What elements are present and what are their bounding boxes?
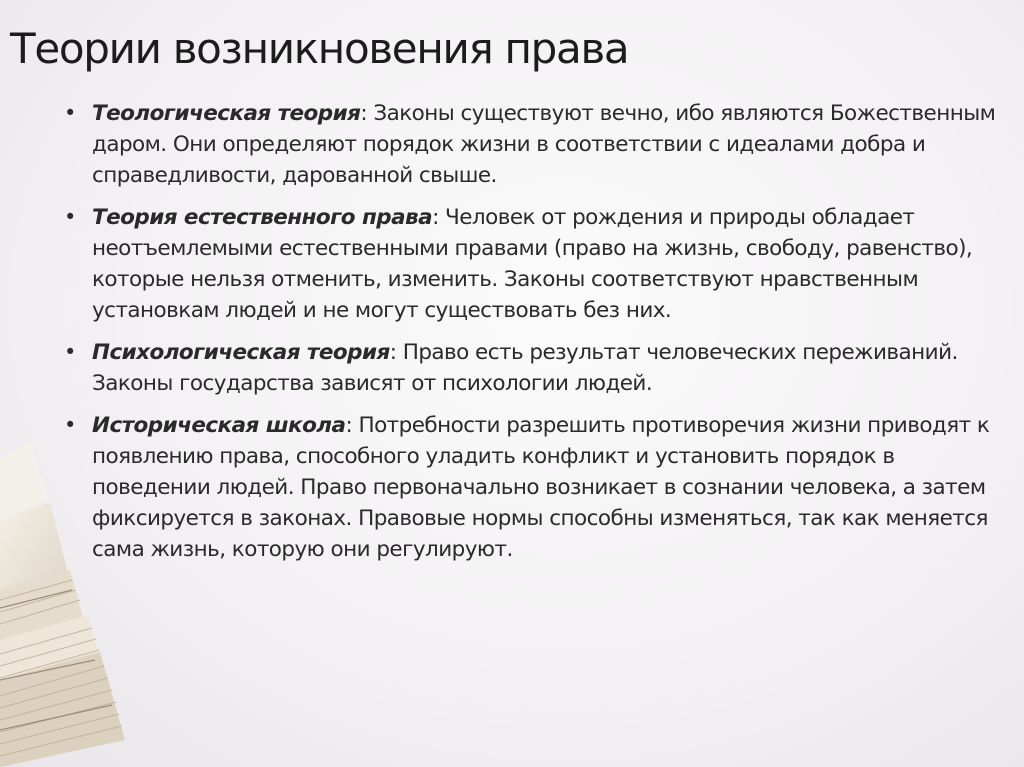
bullet: • [64,413,76,437]
list-item-theological [64,98,1014,191]
bullet: • [64,101,76,125]
theory-description: : Потребности разрешить противоречия жизни приводят к появлению права, способного уладить конфликт и установить порядок в поведении людей. Право первоначально возникает в сознании человека, а затем фиксируется в законах. Правовые нормы способны изменяться, так как меняется сама жизнь, которую они регулируют. [92,413,990,562]
theory-term: Теория естественного права [92,205,433,230]
list-item-historical [64,410,1014,565]
list-item-psychological [64,337,1014,399]
theory-term: Психологическая теория [92,340,390,365]
theory-term: Теологическая теория [92,101,361,126]
slide-title: Теории возникновения права [10,24,629,73]
theory-description: : Человек от рождения и природы обладает неотъемлемыми естественными правами (право на жизнь, свободу, равенство), которые нельзя отменить, изменить. Законы соответствуют нравственным установкам людей и не могут существовать без них. [92,205,973,323]
theories-list [64,98,1014,576]
theory-description: : Законы существуют вечно, ибо являются Божественным даром. Они определяют порядок жизни в соответствии с идеалами добра и справедливости, дарованной свыше. [92,101,996,188]
bullet: • [64,340,76,364]
theory-description: : Право есть результат человеческих переживаний. Законы государства зависят от психологии людей. [92,340,958,396]
bullet: • [64,205,76,229]
theory-term: Историческая школа [92,413,346,438]
list-item-natural-law [64,202,1014,326]
